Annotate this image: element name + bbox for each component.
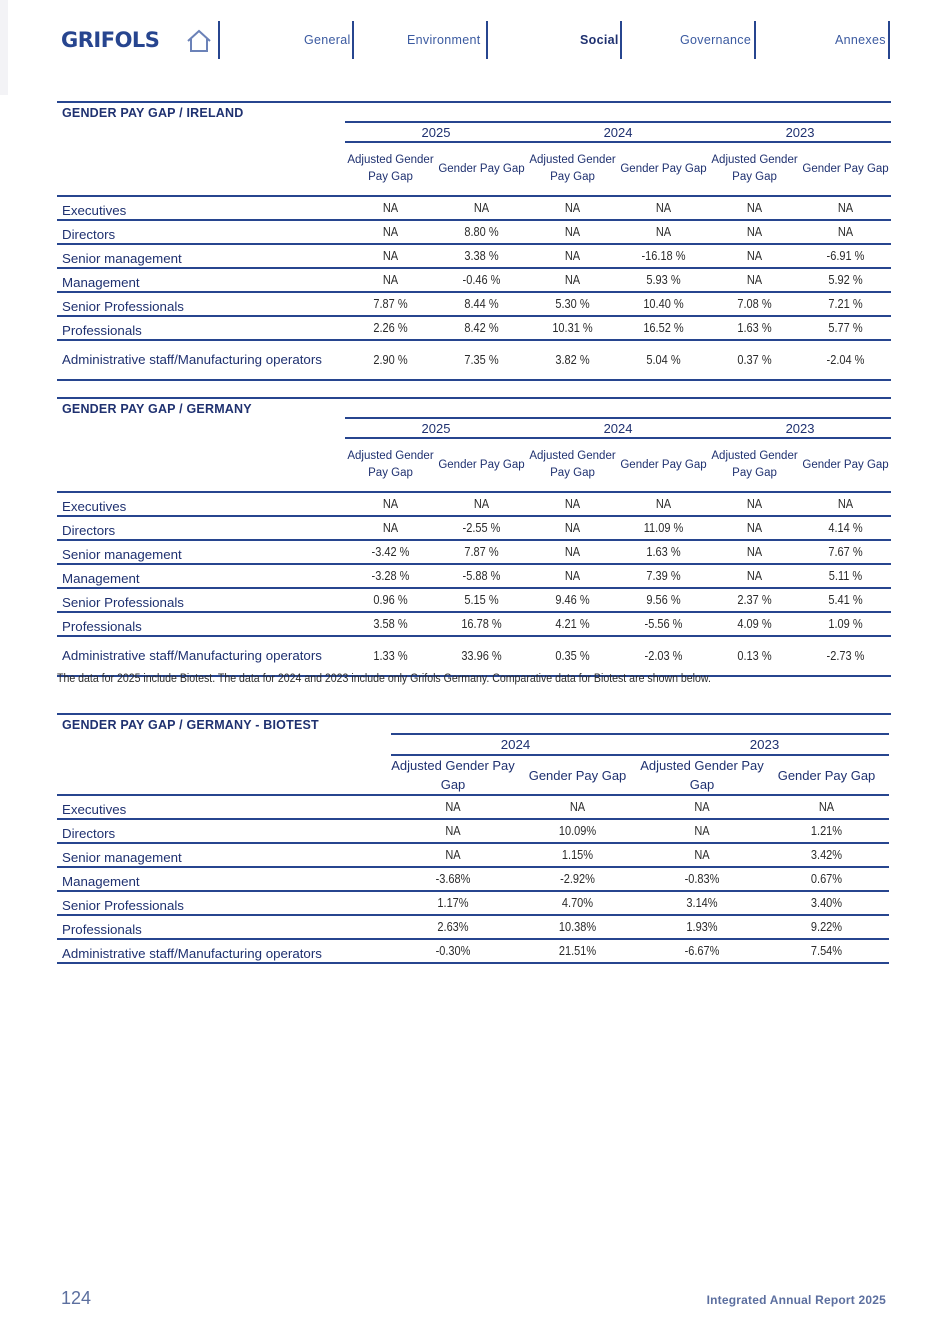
table-cell: 4.09 % — [714, 612, 794, 636]
year-header: 2025 — [345, 418, 527, 438]
table-cell: NA — [623, 220, 703, 244]
year-header: 2025 — [345, 122, 527, 142]
table-cell: NA — [714, 564, 794, 588]
table-row — [57, 292, 891, 316]
table-cell: -2.04 % — [805, 340, 885, 380]
page-edge — [0, 0, 8, 95]
row-label: Administrative staff/Manufacturing operators — [57, 939, 391, 963]
table-cell: -3.42 % — [350, 540, 430, 564]
table-cell: -5.56 % — [623, 612, 703, 636]
table-cell: 16.78 % — [441, 612, 521, 636]
table-cell: -2.03 % — [623, 636, 703, 676]
table-cell: NA — [398, 819, 507, 843]
table-row — [57, 220, 891, 244]
year-header: 2024 — [527, 122, 709, 142]
table-cell: 7.67 % — [805, 540, 885, 564]
table-row — [57, 843, 889, 867]
row-label: Directors — [57, 516, 345, 540]
table-cell: 4.21 % — [532, 612, 612, 636]
column-header-adjusted-gap: Adjusted Gender Pay Gap — [527, 142, 618, 196]
table-cell: 1.09 % — [805, 612, 885, 636]
column-header-gap: Gender Pay Gap — [800, 438, 891, 492]
table-cell: NA — [714, 540, 794, 564]
table-cell: 5.04 % — [623, 340, 703, 380]
nav-tab-annexes[interactable]: Annexes — [835, 33, 886, 47]
table-cell: NA — [772, 795, 882, 819]
table-cell: NA — [647, 795, 756, 819]
row-label: Senior management — [57, 843, 391, 867]
table-row — [57, 340, 891, 380]
table-cell: 7.87 % — [441, 540, 521, 564]
table-cell: NA — [350, 268, 430, 292]
table-cell: -16.18 % — [623, 244, 703, 268]
column-header-gap: Gender Pay Gap — [618, 438, 709, 492]
year-header: 2024 — [527, 418, 709, 438]
table-cell: 3.42% — [772, 843, 882, 867]
table-cell: 1.63 % — [714, 316, 794, 340]
column-header-adjusted-gap: Adjusted Gender Pay Gap — [709, 438, 800, 492]
nav-divider — [620, 21, 622, 59]
year-header: 2023 — [709, 418, 891, 438]
table-row — [57, 244, 891, 268]
table-cell: NA — [714, 516, 794, 540]
year-header: 2023 — [709, 122, 891, 142]
table-row — [57, 915, 889, 939]
table-cell: NA — [441, 196, 521, 220]
table-cell: NA — [623, 196, 703, 220]
biotest-pay-gap-table — [57, 733, 889, 964]
table-cell: 0.37 % — [714, 340, 794, 380]
table-cell: 21.51% — [523, 939, 633, 963]
table-cell: -3.68% — [398, 867, 507, 891]
table-cell: 11.09 % — [623, 516, 703, 540]
table-cell: 5.30 % — [532, 292, 612, 316]
table-cell: -2.73 % — [805, 636, 885, 676]
row-label: Professionals — [57, 316, 345, 340]
nav-divider — [888, 21, 890, 59]
table-cell: NA — [714, 492, 794, 516]
table-cell: 7.35 % — [441, 340, 521, 380]
table-row — [57, 612, 891, 636]
column-header-adjusted-gap: Adjusted Gender Pay Gap — [391, 755, 515, 795]
row-label: Senior Professionals — [57, 588, 345, 612]
table-cell: 7.21 % — [805, 292, 885, 316]
row-label: Senior management — [57, 244, 345, 268]
table-cell: 3.14% — [647, 891, 756, 915]
table-row — [57, 196, 891, 220]
table-row — [57, 819, 889, 843]
row-label: Management — [57, 564, 345, 588]
row-label: Administrative staff/Manufacturing operators — [57, 340, 345, 380]
table-cell: 4.14 % — [805, 516, 885, 540]
table-cell: -5.88 % — [441, 564, 521, 588]
table-row — [57, 268, 891, 292]
table-cell: -0.46 % — [441, 268, 521, 292]
table-cell: 5.15 % — [441, 588, 521, 612]
table-cell: NA — [532, 540, 612, 564]
column-header-adjusted-gap: Adjusted Gender Pay Gap — [345, 142, 436, 196]
table-cell: NA — [805, 492, 885, 516]
nav-divider — [486, 21, 488, 59]
table-cell: 1.17% — [398, 891, 507, 915]
table-cell: 0.96 % — [350, 588, 430, 612]
table-cell: -2.92% — [523, 867, 633, 891]
germany-pay-gap-table — [57, 417, 891, 677]
table-cell: 5.41 % — [805, 588, 885, 612]
table-cell: 1.93% — [647, 915, 756, 939]
table-cell: -0.83% — [647, 867, 756, 891]
table-cell: 2.63% — [398, 915, 507, 939]
table-cell: NA — [532, 268, 612, 292]
column-header-gap: Gender Pay Gap — [618, 142, 709, 196]
row-label: Professionals — [57, 612, 345, 636]
nav-divider — [352, 21, 354, 59]
table-cell: 2.37 % — [714, 588, 794, 612]
table-cell: NA — [350, 220, 430, 244]
row-label: Professionals — [57, 915, 391, 939]
table-cell: NA — [350, 492, 430, 516]
row-label: Management — [57, 268, 345, 292]
table-cell: 9.56 % — [623, 588, 703, 612]
row-label: Executives — [57, 795, 391, 819]
table-cell: NA — [714, 268, 794, 292]
nav-tab-general[interactable]: General — [304, 33, 351, 47]
column-header-adjusted-gap: Adjusted Gender Pay Gap — [345, 438, 436, 492]
row-label: Senior Professionals — [57, 292, 345, 316]
table-cell: 3.40% — [772, 891, 882, 915]
row-label: Directors — [57, 220, 345, 244]
table-row — [57, 795, 889, 819]
table-row — [57, 540, 891, 564]
biotest-table-title: GENDER PAY GAP / GERMANY - BIOTEST — [57, 713, 891, 733]
column-header-gap: Gender Pay Gap — [515, 755, 640, 795]
table-cell: NA — [532, 492, 612, 516]
table-row — [57, 316, 891, 340]
ireland-table-title: GENDER PAY GAP / IRELAND — [57, 101, 891, 121]
table-cell: 33.96 % — [441, 636, 521, 676]
table-cell: 1.15% — [523, 843, 633, 867]
table-cell: 1.21% — [772, 819, 882, 843]
table-cell: 10.40 % — [623, 292, 703, 316]
table-row — [57, 588, 891, 612]
table-row — [57, 492, 891, 516]
table-cell: NA — [623, 492, 703, 516]
ireland-pay-gap-table — [57, 121, 891, 381]
nav-tab-social[interactable]: Social — [580, 33, 619, 47]
table-cell: 3.82 % — [532, 340, 612, 380]
column-header-gap: Gender Pay Gap — [800, 142, 891, 196]
nav-divider — [218, 21, 220, 59]
column-header-adjusted-gap: Adjusted Gender Pay Gap — [640, 755, 764, 795]
table-cell: 7.87 % — [350, 292, 430, 316]
table-cell: NA — [398, 843, 507, 867]
table-cell: NA — [350, 244, 430, 268]
table-cell: NA — [532, 516, 612, 540]
table-cell: 9.46 % — [532, 588, 612, 612]
table-row — [57, 516, 891, 540]
table-cell: 16.52 % — [623, 316, 703, 340]
table-cell: NA — [805, 196, 885, 220]
germany-footnote: The data for 2025 include Biotest. The data for 2024 and 2023 include only Grifols Germany. Comparative data for Biotest are shown below. — [57, 671, 711, 685]
table-cell: -2.55 % — [441, 516, 521, 540]
year-header: 2023 — [640, 734, 889, 755]
table-cell: NA — [714, 220, 794, 244]
table-cell: 8.80 % — [441, 220, 521, 244]
table-cell: 5.77 % — [805, 316, 885, 340]
table-cell: 10.31 % — [532, 316, 612, 340]
table-cell: 10.38% — [523, 915, 633, 939]
nav-tab-environment[interactable]: Environment — [407, 33, 481, 47]
table-cell: NA — [350, 196, 430, 220]
table-cell: -0.30% — [398, 939, 507, 963]
row-label: Executives — [57, 196, 345, 220]
table-cell: 7.08 % — [714, 292, 794, 316]
table-cell: 1.63 % — [623, 540, 703, 564]
table-cell: 5.92 % — [805, 268, 885, 292]
table-row — [57, 939, 889, 963]
table-cell: 0.13 % — [714, 636, 794, 676]
table-cell: NA — [532, 244, 612, 268]
table-row — [57, 636, 891, 676]
row-label: Senior Professionals — [57, 891, 391, 915]
table-cell: 8.44 % — [441, 292, 521, 316]
table-cell: NA — [441, 492, 521, 516]
column-header-gap: Gender Pay Gap — [764, 755, 889, 795]
germany-table-title: GENDER PAY GAP / GERMANY — [57, 397, 891, 417]
table-cell: 2.90 % — [350, 340, 430, 380]
table-cell: NA — [398, 795, 507, 819]
table-cell: 10.09% — [523, 819, 633, 843]
table-cell: NA — [647, 843, 756, 867]
table-cell: NA — [714, 244, 794, 268]
table-cell: 3.38 % — [441, 244, 521, 268]
table-cell: 1.33 % — [350, 636, 430, 676]
page-number: 124 — [61, 1288, 92, 1308]
table-cell: 9.22% — [772, 915, 882, 939]
table-cell: -6.91 % — [805, 244, 885, 268]
row-label: Administrative staff/Manufacturing operators — [57, 636, 345, 676]
table-cell: 3.58 % — [350, 612, 430, 636]
nav-tab-governance[interactable]: Governance — [680, 33, 752, 47]
table-cell: -3.28 % — [350, 564, 430, 588]
table-cell: NA — [805, 220, 885, 244]
table-cell: NA — [532, 196, 612, 220]
year-header: 2024 — [391, 734, 640, 755]
table-cell: NA — [523, 795, 633, 819]
table-cell: 2.26 % — [350, 316, 430, 340]
table-row — [57, 564, 891, 588]
table-row — [57, 867, 889, 891]
row-label: Senior management — [57, 540, 345, 564]
table-cell: 0.35 % — [532, 636, 612, 676]
table-cell: NA — [647, 819, 756, 843]
table-cell: NA — [714, 196, 794, 220]
home-icon[interactable] — [186, 29, 212, 53]
table-row — [57, 891, 889, 915]
table-cell: 5.93 % — [623, 268, 703, 292]
nav-divider — [754, 21, 756, 59]
table-cell: 7.54% — [772, 939, 882, 963]
table-cell: 7.39 % — [623, 564, 703, 588]
row-label: Management — [57, 867, 391, 891]
column-header-adjusted-gap: Adjusted Gender Pay Gap — [527, 438, 618, 492]
column-header-adjusted-gap: Adjusted Gender Pay Gap — [709, 142, 800, 196]
grifols-logo[interactable]: GRIFOLS — [61, 28, 160, 52]
table-cell: NA — [350, 516, 430, 540]
column-header-gap: Gender Pay Gap — [436, 142, 527, 196]
report-title: Integrated Annual Report 2025 — [706, 1293, 886, 1307]
table-cell: -6.67% — [647, 939, 756, 963]
table-cell: NA — [532, 564, 612, 588]
row-label: Executives — [57, 492, 345, 516]
table-cell: 5.11 % — [805, 564, 885, 588]
table-cell: NA — [532, 220, 612, 244]
table-cell: 4.70% — [523, 891, 633, 915]
table-cell: 0.67% — [772, 867, 882, 891]
table-cell: 8.42 % — [441, 316, 521, 340]
row-label: Directors — [57, 819, 391, 843]
column-header-gap: Gender Pay Gap — [436, 438, 527, 492]
